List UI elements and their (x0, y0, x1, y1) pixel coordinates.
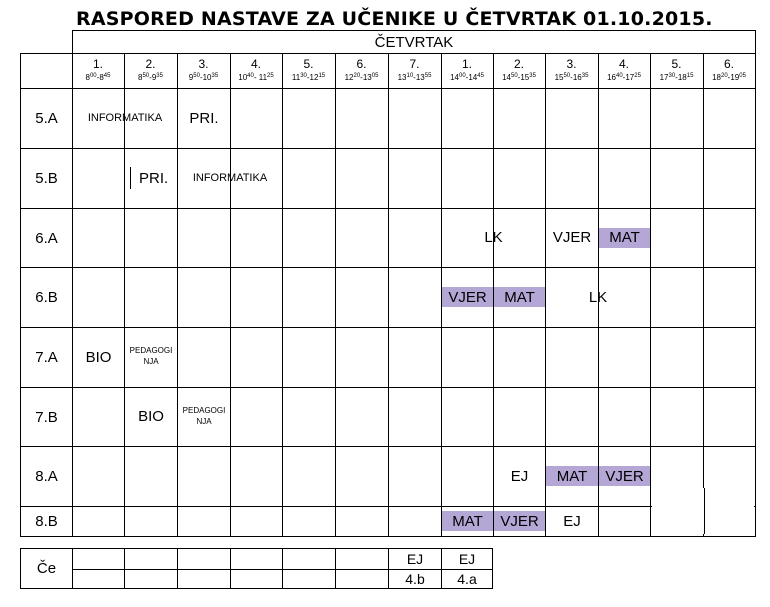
lesson-pedagogija (178, 403, 230, 429)
day-header: ČETVRTAK (374, 33, 454, 51)
period-time-part: 45 (103, 73, 111, 79)
period-time-part: 45 (477, 73, 484, 79)
period-time-part: 30 (668, 73, 676, 79)
class-label: 8.A (35, 468, 58, 485)
bottom-grid-line (282, 548, 283, 589)
bottom-grid-line (492, 548, 493, 589)
period-time-part: 50 (142, 73, 150, 79)
period-time (441, 72, 493, 82)
period-time (545, 72, 598, 82)
bottom-lesson-ej: EJ (458, 551, 476, 567)
class-label: 7.A (35, 349, 58, 366)
lesson-pedagogija-part: NJA (196, 416, 212, 426)
period-number: 3. (566, 57, 577, 71)
period-time-part: -16 (570, 73, 582, 82)
lesson-pedagogija-part: NJA (143, 357, 159, 366)
period-number: 7. (409, 57, 420, 71)
period-time-part: 15 (554, 73, 564, 82)
period-time-part: 25 (267, 73, 274, 79)
period-time-part: 17 (659, 73, 669, 82)
bottom-grid-line (20, 588, 493, 589)
lesson-bio: BIO (138, 408, 164, 425)
period-number: 4. (618, 57, 629, 71)
period-time-part: 14 (450, 73, 459, 82)
column-divider (335, 53, 336, 537)
period-time (493, 72, 545, 82)
period-time-part: -19 (727, 73, 740, 82)
period-time (124, 72, 177, 82)
period-time (282, 72, 335, 82)
lesson-vjer: VJER (599, 466, 650, 486)
bottom-lesson-ej: EJ (406, 551, 424, 567)
period-time-part: -17 (622, 73, 635, 82)
period-time-part: 50 (193, 73, 200, 79)
period-time-part: -13 (413, 73, 425, 82)
period-time-part: 16 (607, 73, 616, 82)
period-time-part: 13 (397, 73, 407, 82)
lesson-ej: EJ (563, 512, 581, 530)
period-time (388, 72, 441, 82)
period-time-part: 25 (634, 73, 641, 79)
period-time-part: 00 (458, 73, 466, 79)
period-time-part: 11 (291, 73, 301, 82)
period-time (230, 72, 282, 82)
period-number: 6. (723, 57, 734, 71)
blank-patch (652, 488, 754, 534)
lesson-lk: LK (588, 288, 608, 306)
period-time-part: -13 (360, 73, 372, 82)
period-number: 2. (145, 57, 156, 71)
period-time-part: 15 (318, 73, 326, 79)
period-time-part: 9 (188, 73, 194, 82)
lesson-informatika: INFORMATIKA (87, 112, 163, 124)
period-time-part: 35 (529, 73, 536, 79)
page-title: RASPORED NASTAVE ZA UČENIKE U ČETVRTAK 01.10.2015. (76, 8, 713, 30)
period-time-part: 20 (720, 73, 728, 79)
column-divider (704, 488, 705, 534)
period-time-part: - 11 (253, 73, 268, 82)
class-label: 6.B (35, 289, 58, 306)
period-time (72, 72, 124, 82)
lesson-mat: MAT (546, 466, 598, 486)
bottom-grid-line (177, 548, 178, 589)
period-time-part: 15 (686, 73, 694, 79)
class-label: 7.B (35, 408, 58, 426)
period-time-part: 18 (712, 73, 721, 82)
lesson-pri: PRI. (189, 109, 219, 127)
period-time-part: 20 (353, 73, 361, 79)
period-time-part: 10 (406, 73, 414, 79)
period-time (177, 72, 230, 82)
lesson-bio: BIO (85, 348, 112, 366)
class-label: 5.A (35, 110, 58, 127)
period-number: 5. (671, 57, 682, 71)
bottom-class-label: 4.a (457, 571, 477, 587)
lesson-lk: LK (484, 229, 503, 246)
lesson-ej: EJ (510, 467, 529, 485)
period-time-part: 00 (89, 73, 97, 79)
column-divider (230, 53, 231, 537)
period-time (598, 72, 650, 82)
column-divider (650, 53, 651, 537)
lesson-vjer: VJER (442, 287, 493, 307)
lesson-vjer: VJER (552, 229, 592, 246)
lesson-pri: PRI. (130, 167, 182, 189)
bottom-class-label: 4.b (405, 571, 425, 587)
lesson-mat: MAT (599, 228, 650, 248)
period-time-part: 8 (138, 73, 143, 82)
period-time-part: 40 (615, 73, 623, 79)
period-time-part: -18 (675, 73, 687, 82)
period-time-part: 35 (581, 73, 589, 79)
period-time-part: 05 (739, 73, 746, 79)
table-right-border (755, 30, 756, 537)
class-label: 5.B (35, 170, 58, 187)
period-time-part: 50 (510, 73, 518, 79)
bottom-grid-line (230, 548, 231, 589)
period-time-part: -14 (465, 73, 478, 82)
lesson-mat: MAT (442, 511, 493, 531)
column-divider (282, 53, 283, 537)
bottom-grid-line (335, 548, 336, 589)
period-time-part: 35 (211, 73, 219, 79)
period-time-part: -12 (306, 73, 319, 82)
period-time (335, 72, 388, 82)
bottom-row-label: Če (36, 560, 57, 577)
lesson-pedagogija-part: PEDAGOGI (182, 405, 226, 415)
period-time-part: 50 (563, 73, 571, 79)
period-time-part: 8 (85, 73, 90, 82)
period-time-part: 30 (300, 73, 307, 79)
period-number: 5. (303, 57, 314, 71)
lesson-vjer: VJER (494, 511, 545, 531)
period-time (650, 72, 703, 82)
period-number: 1. (461, 57, 472, 71)
period-time-part: -8 (96, 73, 104, 82)
period-time (703, 72, 755, 82)
lesson-pedagogija-part: PEDAGOGI (129, 346, 173, 355)
class-label: 6.A (35, 229, 58, 247)
bottom-grid-line (124, 548, 125, 589)
period-number: 1. (92, 57, 103, 71)
lesson-mat: MAT (494, 287, 545, 307)
period-time-part: -15 (517, 73, 530, 82)
period-time-part: 12 (344, 73, 354, 82)
period-number: 3. (198, 57, 209, 71)
bottom-grid-line (72, 548, 73, 589)
column-divider (388, 53, 389, 537)
class-label: 8.B (35, 513, 58, 530)
period-time-part: 40 (247, 73, 254, 79)
lesson-informatika: INFORMATIKA (192, 172, 268, 184)
period-number: 2. (513, 57, 524, 71)
period-number: 4. (250, 57, 261, 71)
period-number: 6. (356, 57, 367, 71)
period-time-part: 14 (502, 73, 511, 82)
lesson-pedagogija (125, 343, 177, 369)
column-divider (703, 53, 704, 537)
period-time-part: 35 (156, 73, 163, 79)
period-time-part: 10 (238, 73, 248, 82)
period-time-part: -9 (149, 73, 157, 82)
period-time-part: -10 (199, 73, 212, 82)
period-time-part: 05 (371, 73, 379, 79)
period-time-part: 55 (424, 73, 432, 79)
